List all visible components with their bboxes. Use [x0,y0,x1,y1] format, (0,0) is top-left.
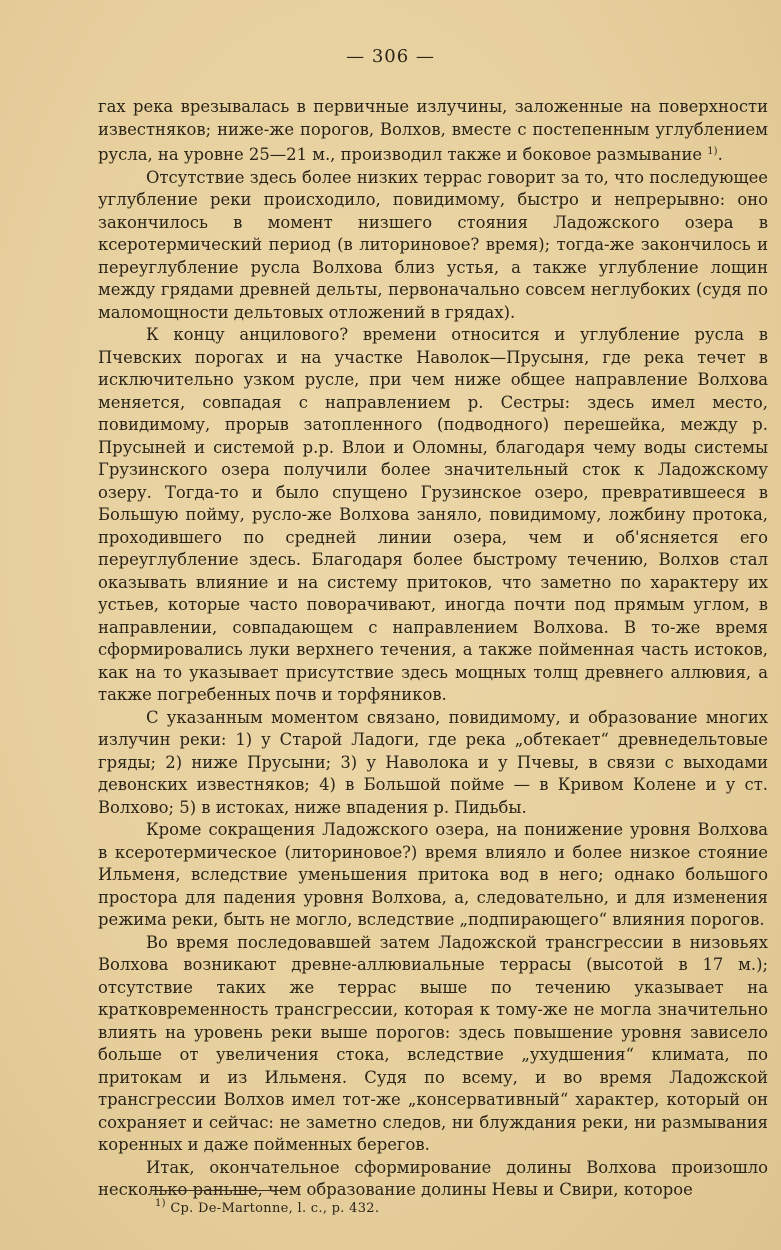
footnote-ref: 1) [707,146,718,157]
paragraph-2: Отсутствие здесь более низких террас говорит за то, что последующее углубление реки происходило, повидимому, быстро и непрерывно: оно закончилось в момент низшего стояния Ладожского озера в ксеротермический период (в литориновое? время); тогда-же закончилось и переуглубление русла Волхова близ устья, а также углубление лощин между грядами древней дельты, первоначально совсем неглубоких (судя по маломощности дельтовых отложений в грядах). [98,167,768,322]
page-number: — 306 — [346,46,435,67]
paragraph-1-text: гах река врезывалась в первичные излучины, заложенные на поверхности известняков; ниже-же порогов, Волхов, вместе с постепенным углублением русла, на уровне 25—21 м., производил также и боковое размывание [98,97,768,164]
footnote [155,1198,379,1216]
paragraph-3: К концу анцилового? времени относится и углубление русла в Пчевских порогах и на участке Наволок—Прусыня, где река течет в исключительно узком русле, при чем ниже общее направление Волхова меняется, совпадая с направлением р. Сестры: здесь имел место, повидимому, прорыв затопленного (подводного) перешейка, между р. Прусыней и системой р.р. Влои и Оломны, благодаря чему воды системы Грузинского озера получили более значительный сток к Ладожскому озеру. Тогда-то и было спущено Грузинское озеро, превратившееся в Большую пойму, русло-же Волхова заняло, повидимому, ложбину протока, проходившего по средней линии озера, чем и об'ясняется его переуглубление здесь. Благодаря более быстрому течению, Волхов стал оказывать влияние и на систему притоков, что заметно по характеру их устьев, которые часто поворачивают, иногда почти под прямым углом, в направлении, совпадающем с направлением Волхова. В то-же время сформировались луки верхнего течения, а также пойменная часть истоков, как на то указывает присутствие здесь мощных толщ древнего аллювия, а также погребенных почв и торфяников. [98,325,768,704]
paragraph-6: Во время последовавшей затем Ладожской трансгрессии в низовьях Волхова возникают древне-аллювиальные террасы (высотой в 17 м.); отсутствие таких же террас выше по течению указывает на кратковременность трансгрессии, которая к тому-же не могла значительно влиять на уровень реки выше порогов: здесь повышение уровня зависело больше от увеличения стока, вследствие „ухудшения“ климата, по притокам и из Ильменя. Судя по всему, и во время Ладожской трансгрессии Волхов имел тот-же „консервативный“ характер, который он сохраняет и сейчас: не заметно следов, ни блуждания реки, ни размывания коренных и даже пойменных берегов. [98,932,768,1154]
paragraph-5: Кроме сокращения Ладожского озера, на понижение уровня Волхова в ксеротермическое (литориновое?) время влияло и более низкое стояние Ильменя, вследствие уменьшения притока вод в него; однако большого простора для падения уровня Волхова, а, следовательно, и для изменения режима реки, быть не могло, вследствие „подпирающего“ влияния порогов. [98,820,768,929]
body-text [98,96,768,1202]
paragraph-1: гах река врезывалась в первичные излучины, заложенные на поверхности известняков; ниже-же порогов, Волхов, вместе с постепенным углублением русла, на уровне 25—21 м., производил также и боковое размывание $^{1)}$. [98,97,768,164]
paragraph-7: Итак, окончательное сформирование долины Волхова произошло несколько раньше, чем образование долины Невы и Свири, которое [98,1157,768,1199]
footnote-text: Ср. De-Martonne, l. c., p. 432. [170,1201,380,1216]
footnote-marker: 1) [155,1198,166,1209]
paragraph-4: С указанным моментом связано, повидимому, и образование многих излучин реки: 1) у Старой Ладоги, где река „обтекает“ древнедельтовые гряды; 2) ниже Прусыни; 3) у Наволока и у Пчевы, в связи с выходами девонских известняков; 4) в Большой пойме — в Кривом Колене и у ст. Волхово; 5) в истоках, ниже впадения р. Пидьбы. [98,707,768,817]
footnote-divider [150,1190,288,1191]
